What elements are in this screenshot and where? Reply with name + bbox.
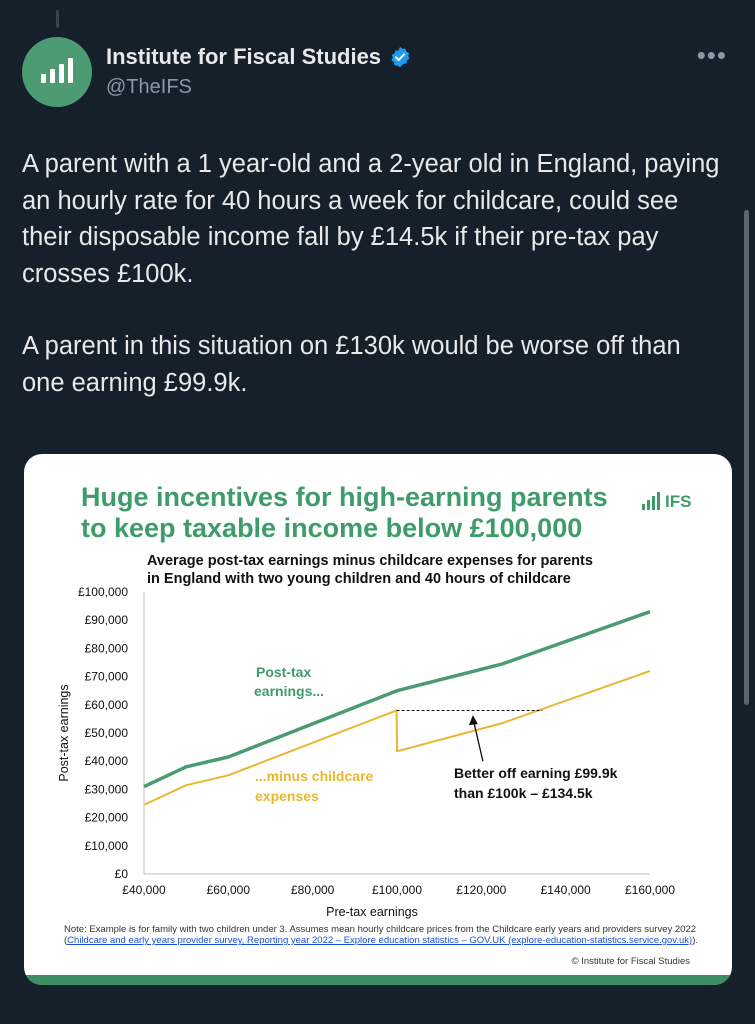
card-bottom-bar <box>24 975 732 985</box>
series-label-green: Post-tax <box>256 664 312 680</box>
chart-headline-line: to keep taxable income below £100,000 <box>81 513 583 543</box>
tweet-text <box>22 146 722 401</box>
y-tick-label: £90,000 <box>84 613 128 628</box>
tweet-paragraph: A parent with a 1 year-old and a 2-year old in England, paying an hourly rate for 40 hours a week for childcare, could see their disposable income fall by £14.5k if their pre-tax pay crosses £100k. <box>22 150 720 288</box>
display-name[interactable] <box>106 44 411 70</box>
y-tick-label: £50,000 <box>84 726 128 740</box>
chart-subtitle-line: in England with two young children and 40 hours of childcare <box>147 571 571 587</box>
y-axis-title: Post-tax earnings <box>57 684 71 782</box>
y-tick-label: £30,000 <box>84 782 128 797</box>
x-tick-label: £120,000 <box>456 883 507 897</box>
post-tax-earnings-line <box>144 612 650 787</box>
x-tick-label: £60,000 <box>206 883 251 897</box>
chart-note <box>64 924 704 946</box>
y-tick-label: £0 <box>114 867 128 881</box>
callout-arrow-line <box>473 718 483 761</box>
x-tick-label: £140,000 <box>540 883 591 897</box>
y-tick-label: £80,000 <box>84 641 128 656</box>
note-text: ). <box>692 935 698 946</box>
callout-label: than £100k – £134.5k <box>454 785 593 801</box>
x-axis-title: Pre-tax earnings <box>326 905 418 919</box>
avatar-bar <box>41 74 46 83</box>
avatar-bar <box>68 58 73 83</box>
tweet-paragraph: A parent in this situation on £130k would be worse off than one earning £99.9k. <box>22 332 681 397</box>
x-tick-label: £80,000 <box>290 883 335 897</box>
scrollbar[interactable] <box>744 210 749 705</box>
copyright: © Institute for Fiscal Studies <box>571 956 690 967</box>
chart-image-card[interactable] <box>24 454 732 985</box>
verified-badge-icon <box>389 46 411 68</box>
x-tick-label: £40,000 <box>122 883 166 897</box>
avatar-bar <box>59 64 64 83</box>
line-chart <box>24 454 732 985</box>
display-name-text[interactable]: Institute for Fiscal Studies <box>106 44 382 69</box>
more-options-icon[interactable]: ••• <box>696 40 727 70</box>
avatar[interactable] <box>22 37 92 107</box>
account-handle[interactable]: @TheIFS <box>106 76 192 98</box>
x-tick-label: £100,000 <box>371 883 423 897</box>
logo-text: IFS <box>665 492 692 511</box>
y-tick-label: £20,000 <box>84 810 128 825</box>
chart-title-line: Average post-tax earnings minus childcare expenses for parents <box>147 553 593 569</box>
series-label-yellow: expenses <box>255 788 319 804</box>
y-tick-label: £60,000 <box>84 697 128 712</box>
y-tick-label: £70,000 <box>84 669 128 684</box>
y-tick-label: £100,000 <box>77 585 128 599</box>
note-link[interactable]: Childcare and early years provider survey, Reporting year 2022 – Explore education statistics – GOV.UK (explore-education-statistics.service.gov.uk) <box>67 935 693 946</box>
y-tick-label: £10,000 <box>84 838 128 853</box>
y-tick-label: £40,000 <box>84 754 128 769</box>
series-label-green: earnings... <box>254 683 325 699</box>
callout-arrowhead <box>469 715 478 725</box>
avatar-bar <box>50 69 55 83</box>
x-tick-label: £160,000 <box>624 883 676 897</box>
callout-label: Better off earning £99.9k <box>454 765 618 781</box>
chart-headline-line: Huge incentives for high-earning parents <box>81 482 608 512</box>
thread-connector <box>56 10 59 28</box>
note-text: Note: Example is for family with two children under 3. Assumes mean hourly childcare prices from the Childcare early years and providers survey 2022 ( <box>64 924 697 946</box>
series-label-yellow: ...minus childcare <box>255 768 374 784</box>
